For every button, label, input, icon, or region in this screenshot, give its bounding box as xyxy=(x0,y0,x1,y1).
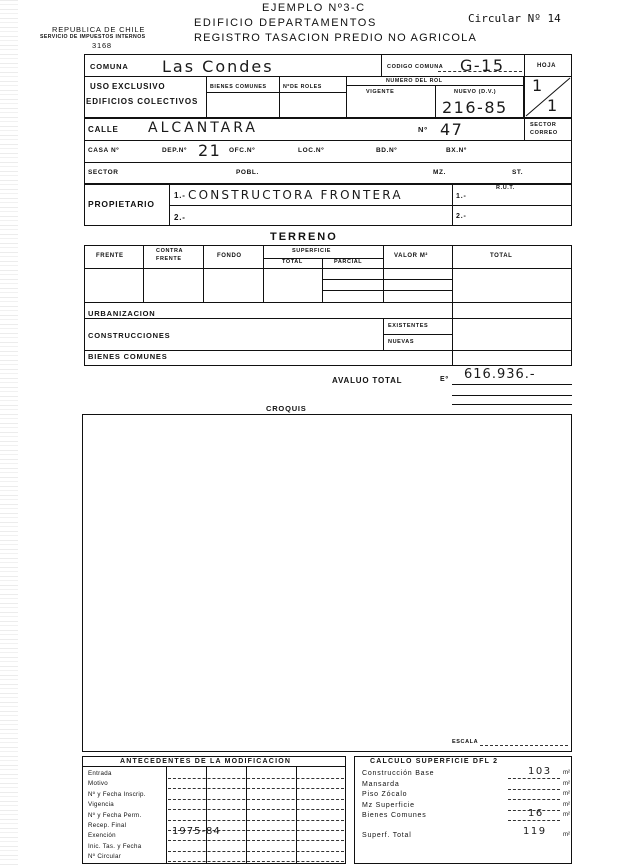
exencion-value: 1975-84 xyxy=(172,826,221,837)
antecedentes-row-line xyxy=(168,788,344,789)
antecedentes-row-label: Nº y Fecha Perm. xyxy=(88,811,142,819)
sector-correo-label-2: CORREO xyxy=(530,130,558,136)
vigente-label: VIGENTE xyxy=(366,89,395,95)
ofc-label: OFC.Nº xyxy=(229,147,256,154)
antecedentes-row-line xyxy=(168,799,344,800)
antecedentes-row-label: Vigencia xyxy=(88,801,115,809)
st-label: ST. xyxy=(512,169,524,176)
terreno-title: TERRENO xyxy=(270,231,338,243)
edificios-colectivos-label: EDIFICIOS COLECTIVOS xyxy=(86,97,199,106)
avaluo-total-value: 616.936.- xyxy=(464,367,536,382)
escala-label: ESCALA xyxy=(452,739,479,745)
scan-edge-artifact xyxy=(0,0,18,868)
nuevo-label: NUEVO (D.V.) xyxy=(454,89,497,95)
calculo-row-unit: m² xyxy=(563,801,570,808)
superf-total-value: 119 xyxy=(523,826,547,837)
col-total: TOTAL xyxy=(490,253,513,259)
hoja-number-top: 1 xyxy=(532,76,544,95)
antecedentes-row-line xyxy=(168,851,344,852)
calculo-row-label: Piso Zócalo xyxy=(362,791,408,799)
uso-label: USO xyxy=(90,82,110,91)
calculo-row-line xyxy=(508,820,560,821)
sector-correo-label-1: SECTOR xyxy=(530,122,557,128)
pobl-label: POBL. xyxy=(236,169,259,176)
croquis-box xyxy=(82,414,572,752)
title-line-2: REGISTRO TASACION PREDIO NO AGRICOLA xyxy=(194,32,478,44)
dep-label: DEP.Nº xyxy=(162,147,188,154)
terreno-table xyxy=(84,245,572,366)
calculo-row-unit: m² xyxy=(563,780,570,787)
col-superficie-parcial: PARCIAL xyxy=(334,259,363,265)
bienes-comunes-label: BIENES COMUNES xyxy=(88,352,168,361)
owner-line-2-prefix: 2.- xyxy=(174,213,186,222)
calculo-row-unit: m² xyxy=(563,812,570,819)
urbanizacion-label: URBANIZACION xyxy=(88,309,156,318)
antecedentes-row-line xyxy=(168,840,344,841)
col-superficie: SUPERFICIE xyxy=(292,248,332,254)
sector-label: SECTOR xyxy=(88,169,119,176)
calculo-row-unit: m² xyxy=(563,770,570,776)
calculo-row-label: Construcción Base xyxy=(362,770,435,777)
croquis-title: CROQUIS xyxy=(266,404,307,413)
antecedentes-row-line xyxy=(168,861,344,862)
calle-label: CALLE xyxy=(88,125,119,134)
calculo-row-value: 103 xyxy=(528,766,552,777)
col-frente: FRENTE xyxy=(96,253,124,259)
antecedentes-row-line xyxy=(168,809,344,810)
bienes-comunes-header: BIENES COMUNES xyxy=(210,84,267,90)
calculo-row-label: Bienes Comunes xyxy=(362,812,427,820)
col-contra-frente-2: FRENTE xyxy=(156,256,182,262)
circular-number: Circular Nº 14 xyxy=(468,12,561,25)
bd-label: BD.Nº xyxy=(376,147,398,154)
example-label: EJEMPLO Nº3-C xyxy=(262,2,366,14)
existentes-label: EXISTENTES xyxy=(388,323,429,329)
uso-value: EXCLUSIVO xyxy=(112,82,166,91)
antecedentes-title: ANTECEDENTES DE LA MODIFICACION xyxy=(120,758,292,765)
mz-label: MZ. xyxy=(433,169,446,176)
antecedentes-row-label: Inic. Tas. y Fecha xyxy=(88,842,142,850)
form-number: 3168 xyxy=(92,41,112,50)
superf-total-label: Superf. Total xyxy=(362,832,412,839)
construcciones-label: CONSTRUCCIONES xyxy=(88,331,171,340)
avaluo-currency: Eº xyxy=(440,376,449,383)
antecedentes-row-line xyxy=(168,820,344,821)
propietario-label: PROPIETARIO xyxy=(88,199,155,209)
org-name: REPUBLICA DE CHILE xyxy=(52,25,146,34)
hoja-number-bottom: 1 xyxy=(547,96,559,115)
antecedentes-row-label: Nº Circular xyxy=(88,853,122,861)
antecedentes-row-line xyxy=(168,778,344,779)
owner-line-1-prefix: 1.- xyxy=(174,191,186,200)
casa-label: CASA Nº xyxy=(88,147,120,154)
nros-roles-header: NºDE ROLES xyxy=(283,84,322,90)
comuna-label: COMUNA xyxy=(90,62,129,71)
antecedentes-row-label: Recep. Final xyxy=(88,822,127,829)
col-contra-frente-1: CONTRA xyxy=(156,248,184,254)
nuevo-rol-value: 216-85 xyxy=(442,98,508,117)
calculo-row-line xyxy=(508,799,560,800)
col-fondo: FONDO xyxy=(217,253,242,259)
nuevas-label: NUEVAS xyxy=(388,339,415,345)
avaluo-total-label: AVALUO TOTAL xyxy=(332,376,403,385)
calculo-row-label: Mz Superficie xyxy=(362,801,415,809)
superf-total-unit: m² xyxy=(563,832,570,838)
calculo-row-value: 16 xyxy=(528,808,544,820)
loc-label: LOC.Nº xyxy=(298,147,325,154)
comuna-value: Las Condes xyxy=(162,57,274,76)
numero-label: Nº xyxy=(418,125,428,134)
rut-label: R.U.T. xyxy=(496,185,515,191)
org-service: SERVICIO DE IMPUESTOS INTERNOS xyxy=(40,34,146,40)
owner-name: CONSTRUCTORA FRONTERA xyxy=(188,188,403,202)
calculo-title: CALCULO SUPERFICIE DFL 2 xyxy=(370,758,499,765)
col-valor-m2: VALOR M² xyxy=(394,253,429,259)
calculo-row-line xyxy=(508,789,560,790)
rut-line-1-prefix: 1.- xyxy=(456,193,467,200)
dep-value: 21 xyxy=(198,141,222,160)
hoja-label: HOJA xyxy=(537,63,557,69)
col-superficie-total: TOTAL xyxy=(282,259,303,265)
rut-line-2-prefix: 2.- xyxy=(456,213,467,220)
codigo-comuna-value: G-15 xyxy=(460,56,505,75)
calculo-row-label: Mansarda xyxy=(362,780,400,788)
bx-label: BX.Nº xyxy=(446,147,467,154)
codigo-comuna-label: CODIGO COMUNA xyxy=(387,64,444,70)
calculo-row-line xyxy=(508,778,560,779)
antecedentes-row-label: Exención xyxy=(88,832,116,840)
antecedentes-row-label: Motivo xyxy=(88,780,109,788)
numero-value: 47 xyxy=(440,120,464,139)
numero-rol-header: NUMERO DEL ROL xyxy=(386,78,443,84)
calle-value: ALCANTARA xyxy=(148,120,258,136)
title-line-1: EDIFICIO DEPARTAMENTOS xyxy=(194,17,377,29)
antecedentes-row-label: Entrada xyxy=(88,770,112,777)
antecedentes-row-label: Nº y Fecha Inscrip. xyxy=(88,790,146,798)
calculo-row-unit: m² xyxy=(563,791,570,798)
